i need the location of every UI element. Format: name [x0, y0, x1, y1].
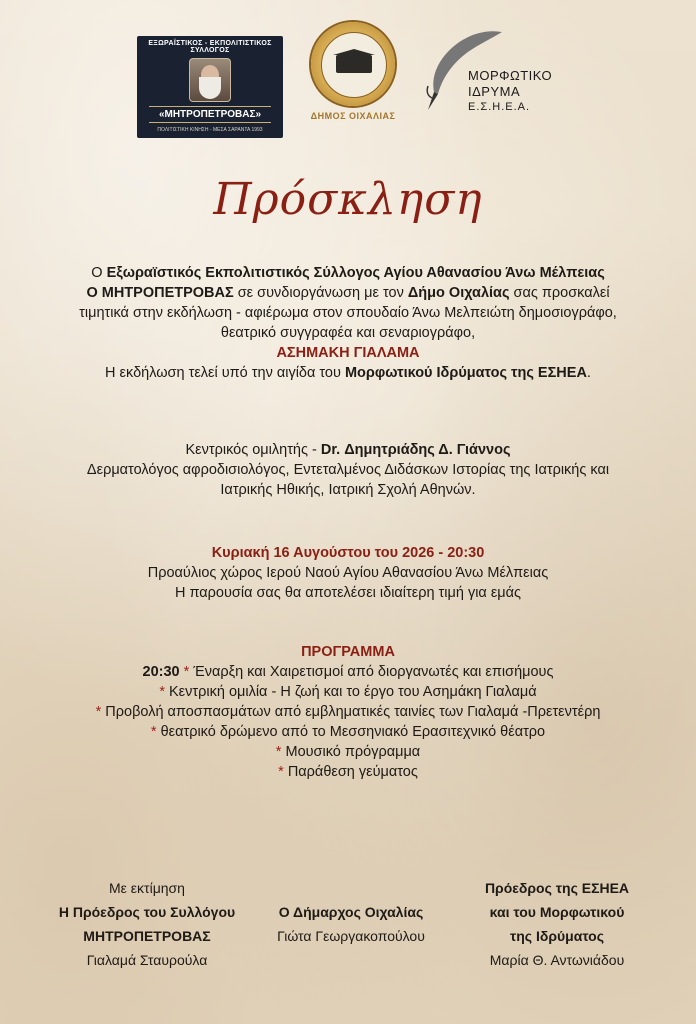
signature-left-line-1: Με εκτίμηση — [109, 880, 185, 896]
club-logo-arc-text: ΕΞΩΡΑΪΣΤΙΚΟΣ - ΕΚΠΟΛΙΤΙΣΤΙΚΟΣ ΣΥΛΛΟΓΟΣ — [148, 40, 272, 54]
speaker-line: Κεντρικός ομιλητής - Dr. Δημητριάδης Δ. Γιάννος — [185, 442, 511, 458]
invitation-title: Πρόσκληση — [213, 174, 483, 225]
signature-right-line-2: και του Μορφωτικού — [489, 904, 625, 920]
signature-center — [246, 900, 456, 948]
club-logo-small-text: ΠΟΛΙΤΙΣΤΙΚΗ ΚΙΝΗΣΗ - ΜΕΣΑ ΣΑΡΑΝΤΑ 1993 — [157, 127, 263, 133]
speaker-title-2: Ιατρικής Ηθικής, Ιατρική Σχολή Αθηνών. — [220, 482, 476, 498]
signature-right-line-1: Πρόεδρος της ΕΣΗΕΑ — [484, 880, 630, 896]
event-note: Η παρουσία σας θα αποτελέσει ιδιαίτερη τιμή για εμάς — [174, 585, 522, 601]
foundation-line-1: ΜΟΡΦΩΤΙΚΟ — [468, 68, 553, 83]
club-logo-name: «ΜΗΤΡΟΠΕΤΡΟΒΑΣ» — [149, 106, 271, 123]
foundation-logo-text — [468, 68, 608, 114]
program-item: * Κεντρική ομιλία - Η ζωή και το έργο του Ασημάκη Γιαλαμά — [159, 684, 537, 700]
building-icon — [336, 55, 372, 73]
portrait-image — [189, 58, 231, 102]
event-block — [30, 543, 666, 603]
program-item: * Μουσικό πρόγραμμα — [275, 744, 421, 760]
intro-line-2: Ο ΜΗΤΡΟΠΕΤΡΟΒΑΣ σε συνδιοργάνωση με τον Δήμο Οιχαλίας σας προσκαλεί — [86, 285, 610, 301]
signature-left-name: Γιαλαμά Σταυρούλα — [86, 952, 208, 968]
intro-line-1: Ο Εξωραϊστικός Εκπολιτιστικός Σύλλογος Αγίου Αθανασίου Άνω Μέλπειας — [91, 265, 605, 281]
signature-center-name: Γιώτα Γεωργακοπούλου — [277, 928, 425, 944]
signature-left-line-3: ΜΗΤΡΟΠΕΤΡΟΒΑΣ — [83, 928, 211, 944]
program-heading: ΠΡΟΓΡΑΜΜΑ — [301, 644, 395, 660]
signature-center-title: Ο Δήμαρχος Οιχαλίας — [278, 904, 424, 920]
speaker-block — [30, 440, 666, 500]
event-date: Κυριακή 16 Αυγούστου του 2026 - 20:30 — [211, 545, 485, 561]
club-logo — [137, 36, 283, 138]
program-block — [30, 642, 666, 782]
event-place: Προαύλιος χώρος Ιερού Ναού Αγίου Αθανασίου Άνω Μέλπειας — [147, 565, 549, 581]
municipality-seal-logo — [311, 22, 395, 106]
intro-block — [30, 263, 666, 383]
foundation-line-2: ΙΔΡΥΜΑ — [468, 84, 521, 99]
signature-right-line-3: της Ιδρύματος — [509, 928, 605, 944]
intro-line-3: τιμητικά στην εκδήλωση - αφιέρωμα στον σπουδαίο Άνω Μελπειώτη δημοσιογράφο, — [79, 305, 617, 321]
foundation-line-3: Ε.Σ.Η.Ε.Α. — [468, 101, 531, 113]
program-item: * Προβολή αποσπασμάτων από εμβληματικές ταινίες των Γιαλαμά -Πρετεντέρη — [95, 704, 601, 720]
program-item: * θεατρικό δρώμενο από το Μεσσηνιακό Ερασιτεχνικό θέατρο — [150, 724, 546, 740]
signature-right-name: Μαρία Θ. Αντωνιάδου — [489, 952, 625, 968]
signature-left-line-2: Η Πρόεδρος του Συλλόγου — [58, 904, 236, 920]
program-item: * Παράθεση γεύματος — [278, 764, 418, 780]
program-item: 20:30 * Έναρξη και Χαιρετισμοί από διοργανωτές και επισήμους — [142, 664, 554, 680]
speaker-title-1: Δερματολόγος αφροδισιολόγος, Εντεταλμένος Διδάσκων Ιστορίας της Ιατρικής και — [86, 462, 610, 478]
logo-strip — [0, 20, 696, 135]
signature-right — [452, 876, 662, 972]
auspices-line: Η εκδήλωση τελεί υπό την αιγίδα του Μορφωτικού Ιδρύματος της ΕΣΗΕΑ. — [105, 365, 591, 381]
municipality-caption: ΔΗΜΟΣ ΟΙΧΑΛΙΑΣ — [310, 111, 396, 121]
intro-line-4: θεατρικό συγγραφέα και σεναριογράφο, — [220, 325, 476, 341]
signature-left — [42, 876, 252, 972]
honoree-name: ΑΣΗΜΑΚΗ ΓΙΑΛΑΜΑ — [276, 345, 420, 361]
